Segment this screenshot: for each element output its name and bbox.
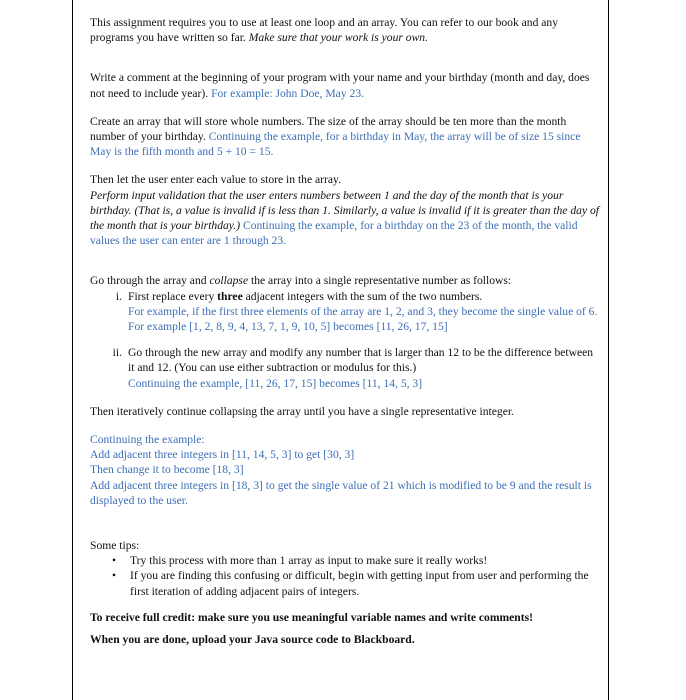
step-2-example: Continuing the example, [11, 26, 17, 15] becomes [11, 14, 5, 3]	[128, 376, 423, 390]
step-1-example-2: For example [1, 2, 8, 9, 4, 13, 7, 1, 9, 10, 5] becomes [11, 26, 17, 15]	[128, 320, 448, 334]
tip-item	[90, 568, 600, 598]
step-1-number: i.	[115, 289, 122, 303]
continuing-line-3: Then change it to become [18, 3]	[90, 463, 244, 477]
comment-paragraph	[90, 70, 600, 100]
continuing-line-4: Add adjacent three integers in [18, 3] to get the single value of 21 which is modified to be 9 and the result is displayed to the user.	[90, 478, 592, 507]
assignment-document	[90, 15, 600, 647]
page-border-left	[72, 0, 73, 700]
step-1-text-b: adjacent integers with the sum of the two numbers.	[242, 289, 483, 303]
credit-note: To receive full credit: make sure you use meaningful variable names and write comments!	[90, 610, 533, 624]
continuing-line-2: Add adjacent three integers in [11, 14, 5, 3] to get [30, 3]	[90, 448, 355, 462]
input-paragraph	[90, 172, 600, 248]
comment-text: Write a comment at the beginning of your program with your name and your birthday (month and day, does not need to include year).	[90, 71, 590, 100]
step-2	[90, 345, 600, 391]
upload-note: When you are done, upload your Java source code to Blackboard.	[90, 633, 415, 647]
collapse-lead-b: the array into a single representative number as follows:	[248, 274, 512, 288]
page-border-right	[608, 0, 609, 700]
step-1-text-bold: three	[217, 289, 243, 303]
input-text: Then let the user enter each value to store in the array.	[90, 173, 341, 187]
continuing-example	[90, 432, 600, 508]
continuing-line-1: Continuing the example:	[90, 433, 205, 447]
step-1-text-a: First replace every	[128, 289, 218, 303]
step-1	[90, 289, 600, 335]
step-2-number: ii.	[112, 346, 122, 360]
intro-paragraph	[90, 15, 600, 45]
tip-text: Try this process with more than 1 array as input to make sure it really works!	[130, 554, 488, 568]
step-1-example-1: For example, if the first three elements of the array are 1, 2, and 3, they become the single value of 6.	[128, 304, 598, 318]
intro-text: This assignment requires you to use at least one loop and an array. You can refer to our book and any programs you have written so far.	[90, 16, 559, 45]
iterate-paragraph: Then iteratively continue collapsing the array until you have a single representative integer.	[90, 404, 514, 418]
input-validation: Perform input validation that the user enters numbers between 1 and the day of the month that is your birthday. (That is, a value is invalid if is less than 1. Similarly, a value is invalid if it is greater than the day of the month that is your birthday.)	[90, 188, 600, 233]
bullet-icon: •	[112, 569, 117, 583]
comment-example: For example: John Doe, May 23.	[211, 86, 365, 100]
array-paragraph	[90, 114, 600, 160]
tips-heading: Some tips:	[90, 539, 140, 553]
intro-emphasis: Make sure that your work is your own.	[248, 31, 429, 45]
array-example: Continuing the example, for a birthday in May, the array will be of size 15 since May is the fifth month and 5 + 10 = 15.	[90, 130, 581, 159]
tip-text: If you are finding this confusing or difficult, begin with getting input from user and performing the first iteration of adding adjacent pairs of integers.	[130, 569, 589, 598]
collapse-lead	[90, 273, 600, 288]
collapse-lead-a: Go through the array and	[90, 274, 210, 288]
array-text: Create an array that will store whole numbers. The size of the array should be ten more than the month number of your birthday.	[90, 114, 567, 144]
bullet-icon: •	[112, 554, 117, 568]
collapse-lead-emphasis: collapse	[209, 274, 249, 288]
input-example: Continuing the example, for a birthday on the 23 of the month, the valid values the user can enter are 1 through 23.	[90, 219, 578, 248]
step-2-text: Go through the new array and modify any number that is larger than 12 to be the difference between it and 12. (You can use either subtraction or modulus for this.)	[128, 346, 594, 375]
tip-item	[90, 553, 600, 568]
